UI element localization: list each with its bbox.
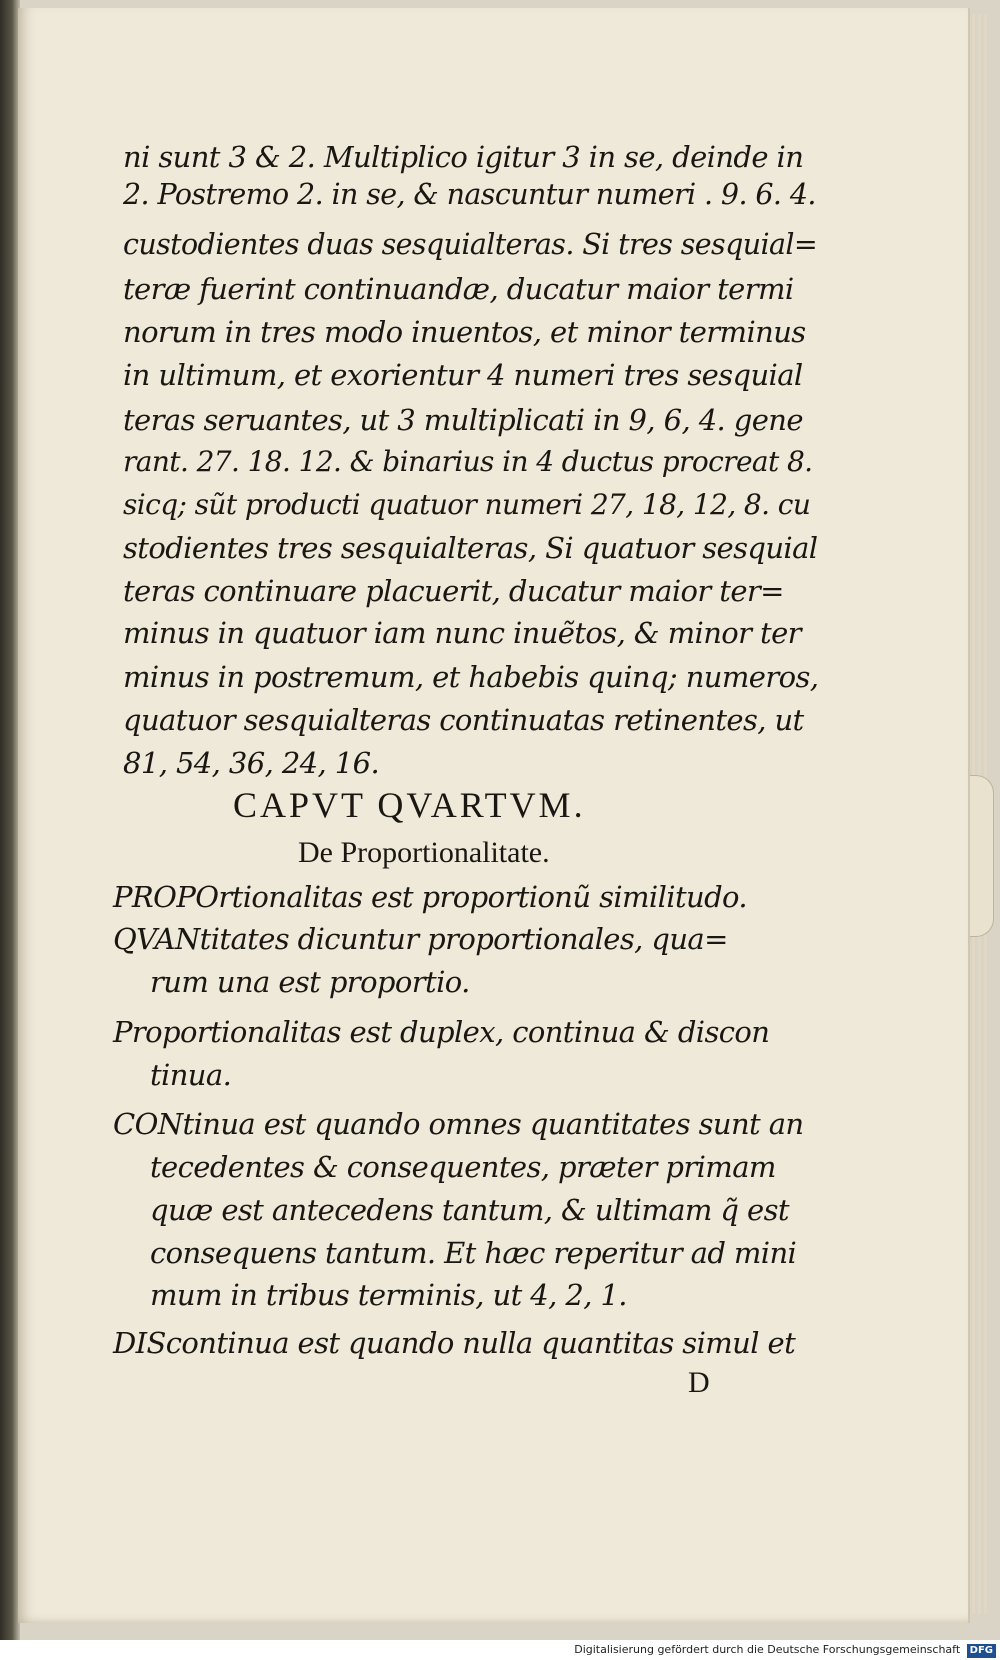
- text-line: rant. 27. 18. 12. & binarius in 4 ductus procreat 8.: [123, 445, 813, 478]
- text-line: minus in postremum, et habebis quinq; numeros,: [123, 660, 819, 694]
- text-line: norum in tres modo inuentos, et minor terminus: [123, 315, 806, 349]
- footer-credit: Digitalisierung gefördert durch die Deutsche Forschungsgemeinschaft: [574, 1643, 961, 1656]
- text-line: teræ fuerint continuandæ, ducatur maior termi: [123, 272, 794, 306]
- text-line: DIScontinua est quando nulla quantitas simul et: [113, 1326, 796, 1360]
- text-line: PROPOrtionalitas est proportionũ similitudo.: [113, 880, 748, 914]
- signature-mark: D: [688, 1366, 710, 1399]
- text-line: consequens tantum. Et hæc reperitur ad mini: [150, 1236, 797, 1270]
- text-line: teras continuare placuerit, ducatur maior ter=: [123, 574, 784, 608]
- digitization-footer: [574, 1643, 996, 1658]
- text-line: tinua.: [150, 1058, 232, 1092]
- chapter-heading: CAPVT QVARTVM.: [233, 785, 586, 825]
- text-line: QVANtitates dicuntur proportionales, qua=: [113, 922, 728, 956]
- text-line: CONtinua est quando omnes quantitates sunt an: [113, 1107, 804, 1141]
- text-line: stodientes tres sesquialteras, Si quatuor sesquial: [123, 531, 818, 565]
- text-line: minus in quatuor iam nunc inuẽtos, & minor ter: [123, 616, 801, 650]
- text-line: 2. Postremo 2. in se, & nascuntur numeri . 9. 6. 4.: [123, 178, 816, 211]
- dfg-logo-icon: DFG: [967, 1644, 996, 1658]
- text-line: in ultimum, et exorientur 4 numeri tres sesquial: [123, 358, 803, 392]
- text-line: rum una est proportio.: [150, 965, 470, 999]
- chapter-subheading: De Proportionalitate.: [298, 836, 550, 869]
- text-line: teras seruantes, ut 3 multiplicati in 9, 6, 4. gene: [123, 403, 803, 437]
- book-page: [18, 8, 970, 1623]
- text-line: ni sunt 3 & 2. Multiplico igitur 3 in se, deinde in: [123, 140, 804, 174]
- text-line: mum in tribus terminis, ut 4, 2, 1.: [150, 1278, 627, 1312]
- text-line: quæ est antecedens tantum, & ultimam q̃ est: [150, 1193, 789, 1227]
- text-line: custodientes duas sesquialteras. Si tres sesquial=: [123, 228, 818, 261]
- text-line: 81, 54, 36, 24, 16.: [123, 746, 380, 780]
- text-line: Proportionalitas est duplex, continua & discon: [113, 1015, 770, 1049]
- text-line: sicq; sũt producti quatuor numeri 27, 18, 12, 8. cu: [123, 488, 811, 521]
- text-line: quatuor sesquialteras continuatas retinentes, ut: [123, 703, 804, 737]
- book-binding: [0, 0, 20, 1640]
- text-line: tecedentes & consequentes, præter primam: [150, 1150, 776, 1184]
